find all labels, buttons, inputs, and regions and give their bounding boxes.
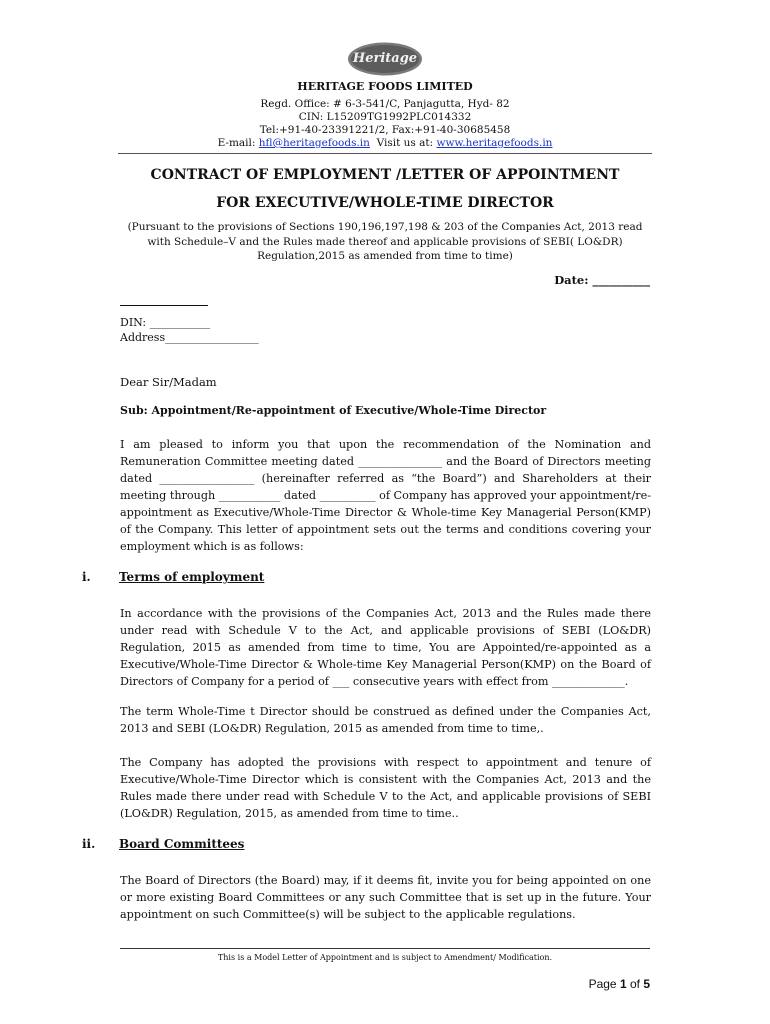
section-title: Terms of employment [119, 570, 265, 584]
phone-fax: Tel:+91-40-23391221/2, Fax:+91-40-30685458 [259, 124, 511, 136]
visit-label: Visit us at: [369, 137, 437, 149]
company-name: HERITAGE FOODS LIMITED [297, 80, 473, 93]
intro-paragraph: I am pleased to inform you that upon the recommendation of the Nomination and Remuneration Committee meeting dated _______________ and the Board of Directors meeting dated _________________ (hereinafter referred as “the Board”) and Shareholders at their meeting through ___________ dated __________ of Company has approved your appointment/re-appointment as Executive/Whole-Time Director & Whole-time Key Managerial Person(KMP) of the Company. This letter of appointment sets out the terms and conditions covering your employment which is as follows: [120, 438, 651, 553]
page-label: Page [588, 977, 620, 991]
terms-paragraph: The Company has adopted the provisions with respect to appointment and tenure of Executive/Whole-Time Director which is consistent with the Companies Act, 2013 and the Rules made there under read with Schedule V to the Act, and applicable provisions of SEBI (LO&DR) Regulation, 2015, as amended from time to time.. [120, 756, 651, 820]
pursuant-note: (Pursuant to the provisions of Sections 190,196,197,198 & 203 of the Companies Act, 2013 read with Schedule–V and the Rules made thereof and applicable provisions of SEBI( LO&DR) Regulation,2015 as amended from time to time) [127, 221, 643, 262]
footer-divider [120, 948, 650, 949]
section-number: i. [82, 570, 91, 584]
header-divider [118, 153, 652, 154]
name-blank-line [120, 305, 208, 306]
subject-line: Sub: Appointment/Re-appointment of Executive/Whole-Time Director [120, 404, 547, 417]
address-field: Address_________________ [120, 331, 259, 344]
website-link[interactable]: www.heritagefoods.in [436, 137, 553, 149]
page-current: 1 [619, 977, 627, 991]
din-field: DIN: ___________ [120, 316, 211, 329]
salutation: Dear Sir/Madam [120, 375, 217, 389]
email-label: E-mail: [217, 137, 259, 149]
section-number: ii. [82, 837, 96, 851]
board-committees-paragraph: The Board of Directors (the Board) may, if it deems fit, invite you for being appointed on one or more existing Board Committees or any such Committee that is set up in the future. Your appointment on such Committee(s) will be subject to the applicable regulations. [120, 874, 651, 921]
footer-note: This is a Model Letter of Appointment and is subject to Amendment/ Modification. [217, 953, 553, 962]
svg-text:Heritage: Heritage [352, 51, 418, 66]
heritage-logo [347, 42, 423, 76]
page-of-label: of [626, 977, 644, 991]
contact-line [120, 137, 650, 150]
email-link[interactable]: hfl@heritagefoods.in [258, 137, 370, 149]
document-subtitle: FOR EXECUTIVE/WHOLE-TIME DIRECTOR [216, 195, 554, 211]
cin-number: CIN: L15209TG1992PLC014332 [298, 111, 472, 123]
page-total: 5 [643, 977, 650, 991]
page-number [540, 977, 650, 991]
terms-paragraph: In accordance with the provisions of the Companies Act, 2013 and the Rules made there under read with Schedule V to the Act, and applicable provisions of SEBI (LO&DR) Regulation, 2015 as amended from time to time, You are Appointed/re-appointed as a Executive/Whole-Time Director & Whole-time Key Managerial Person(KMP) on the Board of Directors of Company for a period of ___ consecutive years with effect from _____________. [120, 607, 651, 688]
date-field: Date: __________ [554, 273, 650, 287]
document-title: CONTRACT OF EMPLOYMENT /LETTER OF APPOINTMENT [150, 167, 620, 183]
registered-office: Regd. Office: # 6-3-541/C, Panjagutta, Hyd- 82 [260, 98, 510, 110]
section-title: Board Committees [119, 837, 245, 851]
terms-paragraph: The term Whole-Time t Director should be construed as defined under the Companies Act, 2013 and SEBI (LO&DR) Regulation, 2015 as amended from time to time,. [120, 705, 651, 735]
